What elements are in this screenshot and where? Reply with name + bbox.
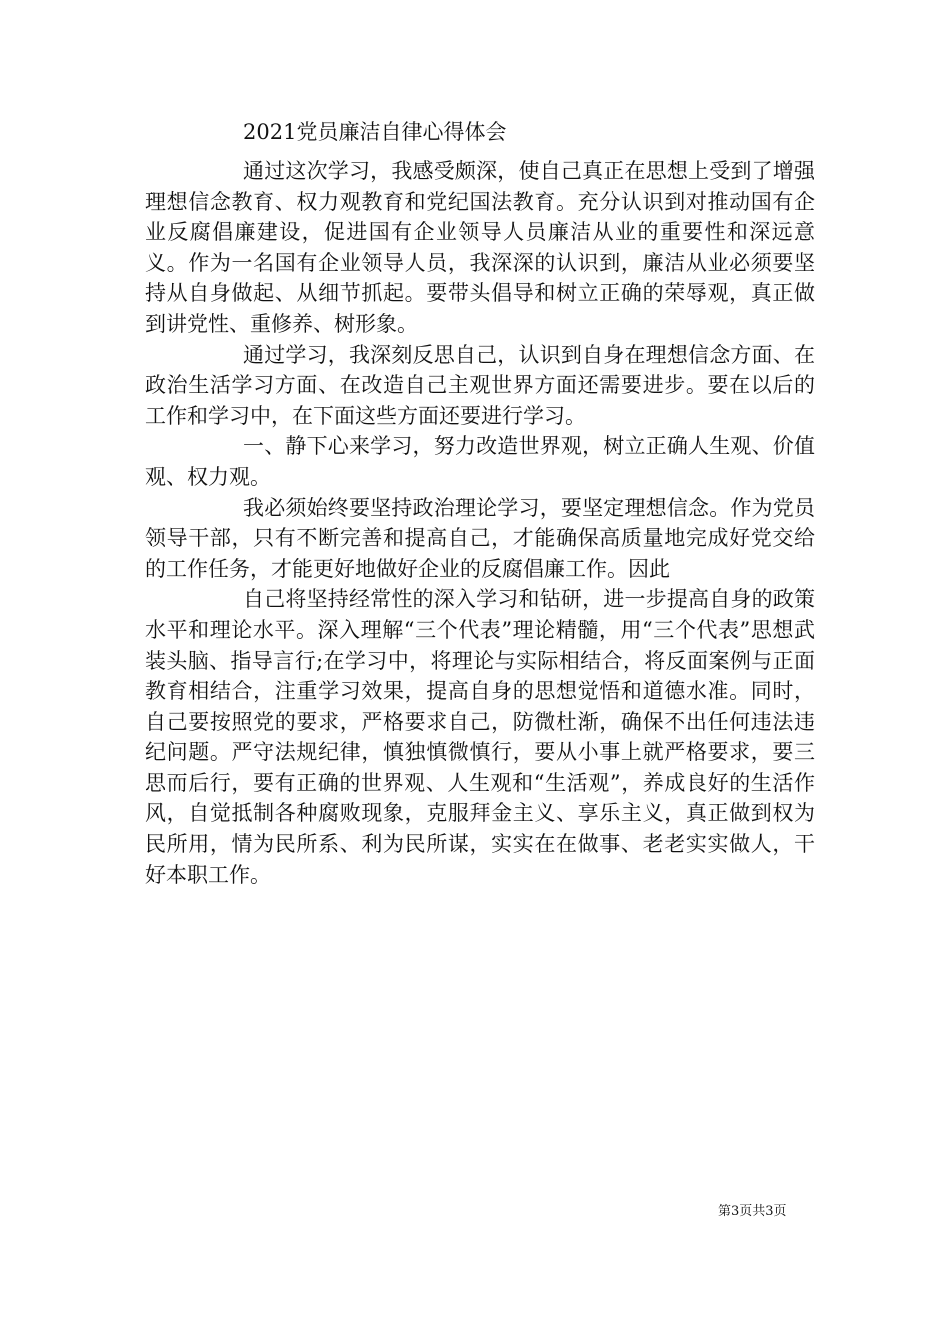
paragraph-2: 通过学习，我深刻反思自己，认识到自身在理想信念方面、在政治生活学习方面、在改造自己主观世界方面还需要进步。要在以后的工作和学习中，在下面这些方面还要进行学习。 bbox=[145, 342, 815, 428]
paragraph-4: 我必须始终要坚持政治理论学习，要坚定理想信念。作为党员领导干部，只有不断完善和提高自己，才能确保高质量地完成好党交给的工作任务，才能更好地做好企业的反腐倡廉工作。因此 bbox=[145, 495, 815, 581]
page-number: 第3页共3页 bbox=[718, 1204, 787, 1219]
paragraph-1: 通过这次学习，我感受颇深，使自己真正在思想上受到了增强理想信念教育、权力观教育和党纪国法教育。充分认识到对推动国有企业反腐倡廉建设，促进国有企业领导人员廉洁从业的重要性和深远意义。作为一名国有企业领导人员，我深深的认识到，廉洁从业必须要坚持从自身做起、从细节抓起。要带头倡导和树立正确的荣辱观，真正做到讲党性、重修养、树形象。 bbox=[145, 159, 815, 336]
document-title: 2021党员廉洁自律心得体会 bbox=[243, 120, 507, 144]
document-body bbox=[145, 156, 815, 890]
paragraph-3: 一、静下心来学习，努力改造世界观，树立正确人生观、价值观、权力观。 bbox=[145, 434, 815, 489]
paragraph-5: 自己将坚持经常性的深入学习和钻研，进一步提高自身的政策水平和理论水平。深入理解“三个代表”理论精髓，用“三个代表”思想武装头脑、指导言行;在学习中，将理论与实际相结合，将反面案例与正面教育相结合，注重学习效果，提高自身的思想觉悟和道德水准。同时，自己要按照党的要求，严格要求自己，防微杜渐，确保不出任何违法违纪问题。严守法规纪律，慎独慎微慎行，要从小事上就严格要求，要三思而后行，要有正确的世界观、人生观和“生活观”，养成良好的生活作风，自觉抵制各种腐败现象，克服拜金主义、享乐主义，真正做到权为民所用，情为民所系、利为民所谋，实实在在做事、老老实实做人，干好本职工作。 bbox=[145, 587, 815, 887]
